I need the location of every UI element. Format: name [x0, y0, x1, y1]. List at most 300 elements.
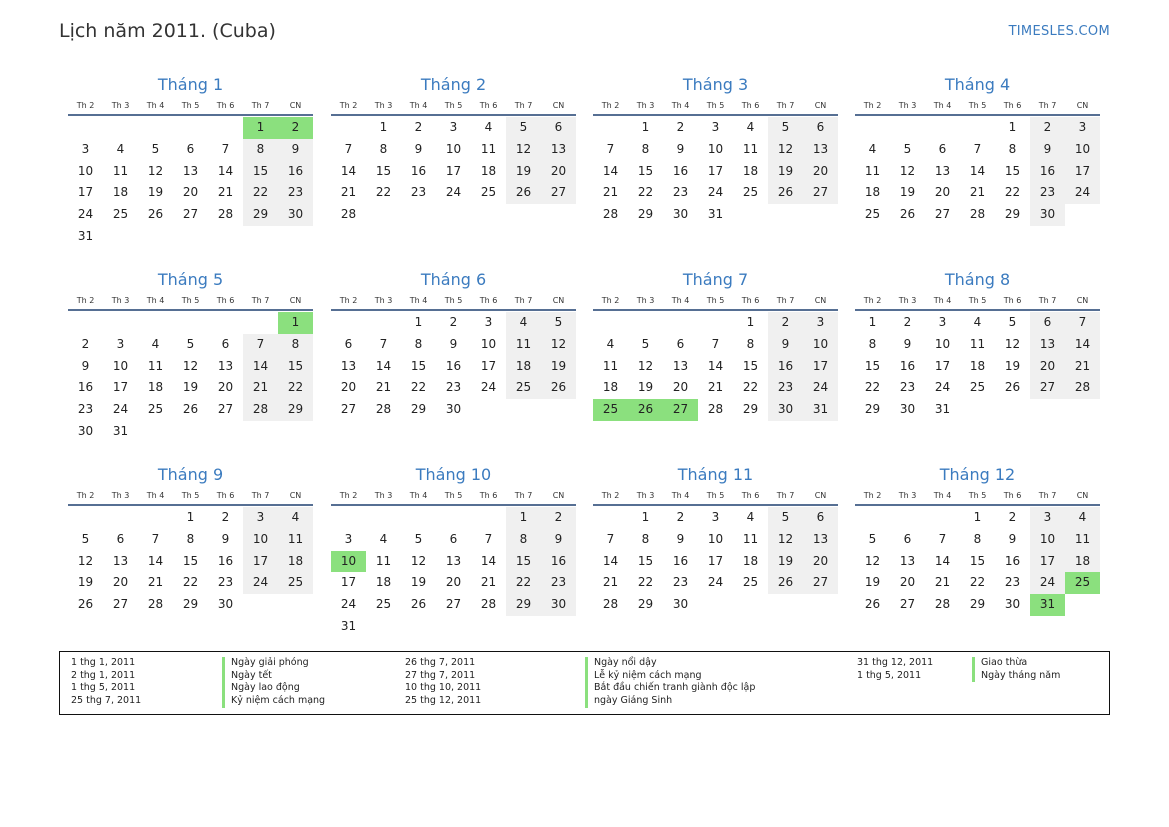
day-cell: 1 — [186, 510, 195, 524]
weekday-label: Th 3 — [111, 101, 130, 110]
day-cell: 2 — [676, 510, 685, 524]
weekday-label: Th 6 — [216, 101, 235, 110]
day-cell: 6 — [449, 531, 458, 546]
day-cell: 16 — [1030, 161, 1065, 183]
day-cell: 11 — [742, 141, 759, 156]
day-grid — [855, 507, 1100, 616]
day-cell: 6 — [221, 336, 230, 351]
legend-name: Ngày nổi dậy — [585, 657, 755, 670]
empty-cell — [208, 117, 243, 139]
day-cell: 12 — [899, 163, 916, 178]
day-cell: 8 — [641, 141, 650, 156]
legend-dates-col-1 — [71, 657, 141, 708]
month-title: Tháng 10 — [415, 465, 492, 484]
legend-date: 10 thg 10, 2011 — [405, 682, 482, 694]
day-grid — [855, 312, 1100, 421]
month-block — [68, 269, 313, 443]
holiday-day-cell: 25 — [593, 399, 628, 421]
weekday-label: Th 4 — [146, 491, 165, 500]
legend-date: 26 thg 7, 2011 — [405, 657, 476, 668]
day-cell: 21 — [243, 377, 278, 399]
day-cell: 2 — [676, 120, 685, 134]
day-cell: 20 — [934, 185, 951, 200]
month-block — [331, 74, 576, 226]
site-link[interactable]: TIMESLES.COM — [1008, 24, 1110, 39]
day-cell: 13 — [672, 358, 689, 373]
weekday-header — [593, 490, 838, 506]
day-cell: 4 — [484, 120, 493, 134]
weekday-label: Th 5 — [706, 491, 725, 500]
legend-date: 27 thg 7, 2011 — [405, 669, 476, 681]
day-cell: 12 — [768, 139, 803, 161]
day-cell: 26 — [899, 207, 916, 222]
day-cell: 19 — [899, 185, 916, 200]
day-cell: 8 — [186, 531, 195, 546]
weekday-label: Th 4 — [409, 296, 428, 305]
day-cell: 23 — [1030, 182, 1065, 204]
day-cell: 7 — [973, 141, 982, 156]
empty-cell — [401, 507, 436, 529]
day-cell: 25 — [278, 572, 313, 594]
weekday-label: Th 4 — [671, 101, 690, 110]
month-title: Tháng 2 — [420, 75, 487, 94]
weekday-label: Th 3 — [111, 296, 130, 305]
day-cell: 13 — [541, 139, 576, 161]
day-cell: 28 — [217, 207, 234, 222]
day-cell: 7 — [606, 141, 615, 156]
day-cell: 30 — [768, 399, 803, 421]
day-cell: 7 — [379, 336, 388, 351]
weekday-label: Th 5 — [968, 491, 987, 500]
weekday-label: CN — [814, 491, 827, 500]
legend-name: Ngày tháng năm — [972, 670, 1060, 683]
day-cell: 26 — [77, 597, 94, 612]
day-cell: 3 — [938, 315, 947, 329]
day-cell: 19 — [147, 185, 164, 200]
day-cell: 27 — [934, 207, 951, 222]
day-cell: 30 — [217, 597, 234, 612]
day-cell: 19 — [77, 575, 94, 590]
weekday-label: Th 7 — [514, 296, 533, 305]
day-cell: 15 — [375, 163, 392, 178]
day-grid — [855, 117, 1100, 226]
day-cell: 1 — [973, 510, 982, 524]
day-cell: 13 — [182, 163, 199, 178]
day-cell: 6 — [903, 531, 912, 546]
day-cell: 29 — [637, 597, 654, 612]
day-cell: 26 — [541, 377, 576, 399]
day-cell: 17 — [112, 380, 129, 395]
day-cell: 3 — [484, 315, 493, 329]
day-cell: 21 — [480, 575, 497, 590]
day-cell: 4 — [116, 141, 125, 156]
day-cell: 17 — [77, 185, 94, 200]
day-cell: 22 — [637, 185, 654, 200]
month-title: Tháng 12 — [939, 465, 1016, 484]
day-cell: 9 — [1030, 139, 1065, 161]
day-cell: 14 — [602, 553, 619, 568]
month-block — [68, 464, 313, 616]
day-cell: 5 — [151, 141, 160, 156]
day-cell: 21 — [934, 575, 951, 590]
day-cell: 28 — [243, 399, 278, 421]
day-cell: 11 — [480, 141, 497, 156]
weekday-label: CN — [552, 296, 565, 305]
day-cell: 27 — [112, 597, 129, 612]
weekday-label: Th 4 — [409, 101, 428, 110]
empty-cell — [138, 507, 173, 529]
day-cell: 22 — [969, 575, 986, 590]
month-title: Tháng 9 — [157, 465, 224, 484]
day-cell: 5 — [541, 312, 576, 334]
day-cell: 28 — [1065, 377, 1100, 399]
legend-name: Kỷ niệm cách mạng — [222, 695, 325, 708]
day-cell: 25 — [147, 402, 164, 417]
weekday-header — [331, 295, 576, 311]
day-cell: 12 — [768, 529, 803, 551]
holiday-legend — [59, 651, 1110, 715]
day-cell: 8 — [641, 531, 650, 546]
day-cell: 15 — [278, 356, 313, 378]
day-cell: 31 — [934, 402, 951, 417]
day-cell: 9 — [221, 531, 230, 546]
weekday-label: CN — [1076, 491, 1089, 500]
day-cell: 10 — [934, 336, 951, 351]
day-cell: 28 — [147, 597, 164, 612]
weekday-label: Th 4 — [409, 491, 428, 500]
weekday-label: Th 6 — [479, 491, 498, 500]
day-cell: 21 — [602, 185, 619, 200]
holiday-day-cell: 10 — [331, 551, 366, 573]
day-cell: 1 — [506, 507, 541, 529]
day-cell: 15 — [410, 358, 427, 373]
weekday-label: Th 2 — [339, 491, 358, 500]
day-cell: 18 — [112, 185, 129, 200]
day-cell: 16 — [445, 358, 462, 373]
legend-date: 1 thg 5, 2011 — [71, 682, 136, 694]
weekday-label: Th 6 — [479, 296, 498, 305]
weekday-label: Th 3 — [636, 296, 655, 305]
day-cell: 6 — [344, 336, 353, 351]
weekday-label: Th 5 — [181, 491, 200, 500]
weekday-label: Th 7 — [776, 491, 795, 500]
day-grid — [331, 117, 576, 226]
day-cell: 17 — [445, 163, 462, 178]
day-cell: 15 — [243, 161, 278, 183]
day-cell: 7 — [243, 334, 278, 356]
month-block — [855, 269, 1100, 421]
weekday-label: Th 5 — [706, 101, 725, 110]
day-cell: 8 — [506, 529, 541, 551]
day-cell: 6 — [116, 531, 125, 546]
day-cell: 26 — [768, 182, 803, 204]
day-cell: 7 — [1065, 312, 1100, 334]
empty-cell — [593, 312, 628, 334]
month-block — [331, 464, 576, 638]
day-cell: 18 — [278, 551, 313, 573]
weekday-label: Th 2 — [339, 296, 358, 305]
weekday-label: Th 3 — [636, 101, 655, 110]
day-cell: 20 — [182, 185, 199, 200]
empty-cell — [331, 117, 366, 139]
legend-date: 2 thg 1, 2011 — [71, 669, 136, 681]
day-cell: 5 — [768, 117, 803, 139]
empty-cell — [103, 507, 138, 529]
day-cell: 18 — [506, 356, 541, 378]
weekday-label: Th 6 — [216, 491, 235, 500]
day-cell: 10 — [445, 141, 462, 156]
day-cell: 27 — [445, 597, 462, 612]
weekday-label: Th 3 — [898, 296, 917, 305]
day-cell: 13 — [112, 553, 129, 568]
day-cell: 24 — [1065, 182, 1100, 204]
day-cell: 29 — [637, 207, 654, 222]
day-cell: 5 — [414, 531, 423, 546]
day-cell: 12 — [1004, 336, 1021, 351]
day-cell: 20 — [112, 575, 129, 590]
weekday-label: Th 2 — [76, 296, 95, 305]
day-cell: 11 — [112, 163, 129, 178]
weekday-label: Th 7 — [251, 296, 270, 305]
day-cell: 4 — [868, 141, 877, 156]
empty-cell — [960, 117, 995, 139]
day-cell: 11 — [1065, 529, 1100, 551]
day-cell: 17 — [1030, 551, 1065, 573]
month-title: Tháng 3 — [682, 75, 749, 94]
day-grid — [593, 117, 838, 226]
weekday-label: Th 7 — [251, 101, 270, 110]
day-cell: 12 — [77, 553, 94, 568]
day-cell: 9 — [278, 139, 313, 161]
day-cell: 17 — [243, 551, 278, 573]
day-cell: 31 — [340, 618, 357, 633]
legend-names-col-3 — [972, 657, 1060, 682]
empty-cell — [855, 117, 890, 139]
day-cell: 3 — [344, 531, 353, 546]
day-cell: 6 — [938, 141, 947, 156]
weekday-label: Th 4 — [671, 491, 690, 500]
weekday-label: Th 3 — [374, 101, 393, 110]
weekday-header — [68, 100, 313, 116]
day-cell: 23 — [672, 185, 689, 200]
weekday-label: Th 2 — [601, 101, 620, 110]
day-cell: 10 — [112, 358, 129, 373]
day-cell: 13 — [1030, 334, 1065, 356]
day-cell: 13 — [803, 529, 838, 551]
day-cell: 9 — [676, 141, 685, 156]
day-cell: 25 — [506, 377, 541, 399]
weekday-label: Th 4 — [671, 296, 690, 305]
holiday-day-cell: 2 — [278, 117, 313, 139]
month-title: Tháng 7 — [682, 270, 749, 289]
weekday-label: Th 6 — [1003, 296, 1022, 305]
day-cell: 12 — [506, 139, 541, 161]
day-cell: 27 — [803, 182, 838, 204]
empty-cell — [890, 117, 925, 139]
day-cell: 12 — [147, 163, 164, 178]
weekday-label: CN — [552, 491, 565, 500]
day-cell: 15 — [969, 553, 986, 568]
weekday-label: Th 4 — [933, 491, 952, 500]
day-cell: 24 — [243, 572, 278, 594]
day-cell: 24 — [934, 380, 951, 395]
empty-cell — [663, 312, 698, 334]
day-cell: 5 — [903, 141, 912, 156]
weekday-header — [68, 490, 313, 506]
day-cell: 1 — [414, 315, 423, 329]
day-cell: 21 — [602, 575, 619, 590]
empty-cell — [173, 117, 208, 139]
day-cell: 15 — [1004, 163, 1021, 178]
day-cell: 23 — [278, 182, 313, 204]
weekday-label: Th 2 — [339, 101, 358, 110]
day-cell: 20 — [1030, 356, 1065, 378]
day-cell: 8 — [1008, 141, 1017, 156]
day-cell: 13 — [934, 163, 951, 178]
empty-cell — [331, 507, 366, 529]
legend-name: Ngày lao động — [222, 682, 325, 695]
weekday-label: Th 7 — [514, 101, 533, 110]
day-cell: 18 — [742, 163, 759, 178]
day-cell: 16 — [217, 553, 234, 568]
day-cell: 3 — [449, 120, 458, 134]
day-cell: 14 — [707, 358, 724, 373]
month-title: Tháng 5 — [157, 270, 224, 289]
day-cell: 5 — [506, 117, 541, 139]
empty-cell — [890, 507, 925, 529]
month-block — [68, 74, 313, 248]
day-cell: 9 — [903, 336, 912, 351]
legend-date: 1 thg 1, 2011 — [71, 657, 136, 668]
day-cell: 28 — [340, 207, 357, 222]
day-cell: 6 — [803, 117, 838, 139]
day-cell: 30 — [77, 423, 94, 438]
weekday-label: Th 5 — [181, 296, 200, 305]
day-cell: 11 — [864, 163, 881, 178]
day-cell: 25 — [480, 185, 497, 200]
day-cell: 19 — [637, 380, 654, 395]
day-cell: 22 — [637, 575, 654, 590]
day-cell: 16 — [672, 163, 689, 178]
day-cell: 30 — [672, 207, 689, 222]
day-cell: 23 — [1004, 575, 1021, 590]
day-cell: 20 — [445, 575, 462, 590]
day-cell: 4 — [506, 312, 541, 334]
day-cell: 10 — [1065, 139, 1100, 161]
day-cell: 17 — [803, 356, 838, 378]
weekday-label: Th 7 — [514, 491, 533, 500]
day-cell: 8 — [243, 139, 278, 161]
weekday-label: Th 3 — [898, 101, 917, 110]
page-title: Lịch năm 2011. (Cuba) — [59, 20, 276, 42]
legend-dates-col-2 — [405, 657, 481, 708]
day-cell: 29 — [182, 597, 199, 612]
legend-dates-col-3 — [857, 657, 933, 682]
day-cell: 9 — [449, 336, 458, 351]
month-title: Tháng 8 — [944, 270, 1011, 289]
day-cell: 19 — [1004, 358, 1021, 373]
day-cell: 15 — [506, 551, 541, 573]
empty-cell — [103, 117, 138, 139]
day-cell: 24 — [707, 185, 724, 200]
day-cell: 15 — [637, 553, 654, 568]
weekday-header — [331, 100, 576, 116]
weekday-label: Th 4 — [933, 296, 952, 305]
day-cell: 17 — [480, 358, 497, 373]
day-cell: 7 — [606, 531, 615, 546]
day-cell: 14 — [602, 163, 619, 178]
day-cell: 29 — [243, 204, 278, 226]
day-cell: 3 — [116, 336, 125, 351]
day-cell: 23 — [899, 380, 916, 395]
day-cell: 7 — [151, 531, 160, 546]
day-cell: 18 — [480, 163, 497, 178]
legend-name: Ngày tết — [222, 670, 325, 683]
weekday-label: Th 4 — [146, 296, 165, 305]
day-cell: 22 — [410, 380, 427, 395]
day-cell: 11 — [602, 358, 619, 373]
day-cell: 19 — [182, 380, 199, 395]
day-cell: 1 — [1008, 120, 1017, 134]
day-cell: 2 — [449, 315, 458, 329]
weekday-header — [855, 295, 1100, 311]
day-cell: 17 — [707, 553, 724, 568]
weekday-label: CN — [1076, 296, 1089, 305]
empty-cell — [68, 312, 103, 334]
weekday-label: Th 3 — [898, 491, 917, 500]
day-cell: 9 — [676, 531, 685, 546]
day-cell: 22 — [742, 380, 759, 395]
day-cell: 13 — [217, 358, 234, 373]
day-cell: 30 — [445, 402, 462, 417]
month-block — [593, 464, 838, 616]
day-cell: 13 — [899, 553, 916, 568]
day-cell: 18 — [969, 358, 986, 373]
day-cell: 31 — [112, 423, 129, 438]
day-cell: 31 — [707, 207, 724, 222]
weekday-label: Th 6 — [741, 101, 760, 110]
day-cell: 11 — [969, 336, 986, 351]
weekday-label: Th 2 — [601, 491, 620, 500]
weekday-label: Th 5 — [444, 101, 463, 110]
day-cell: 20 — [340, 380, 357, 395]
day-cell: 22 — [375, 185, 392, 200]
weekday-label: CN — [289, 101, 302, 110]
day-cell: 18 — [742, 553, 759, 568]
day-cell: 9 — [768, 334, 803, 356]
day-cell: 24 — [77, 207, 94, 222]
holiday-day-cell: 27 — [663, 399, 698, 421]
day-cell: 25 — [112, 207, 129, 222]
month-block — [855, 74, 1100, 226]
day-cell: 16 — [1004, 553, 1021, 568]
weekday-label: Th 5 — [444, 491, 463, 500]
legend-date: 1 thg 5, 2011 — [857, 669, 922, 681]
day-cell: 26 — [182, 402, 199, 417]
day-cell: 20 — [803, 551, 838, 573]
day-cell: 27 — [217, 402, 234, 417]
weekday-label: Th 7 — [1038, 296, 1057, 305]
day-cell: 15 — [864, 358, 881, 373]
weekday-header — [593, 295, 838, 311]
empty-cell — [243, 312, 278, 334]
day-cell: 19 — [768, 161, 803, 183]
day-cell: 7 — [938, 531, 947, 546]
day-cell: 1 — [641, 510, 650, 524]
empty-cell — [366, 507, 401, 529]
day-cell: 10 — [803, 334, 838, 356]
empty-cell — [68, 117, 103, 139]
